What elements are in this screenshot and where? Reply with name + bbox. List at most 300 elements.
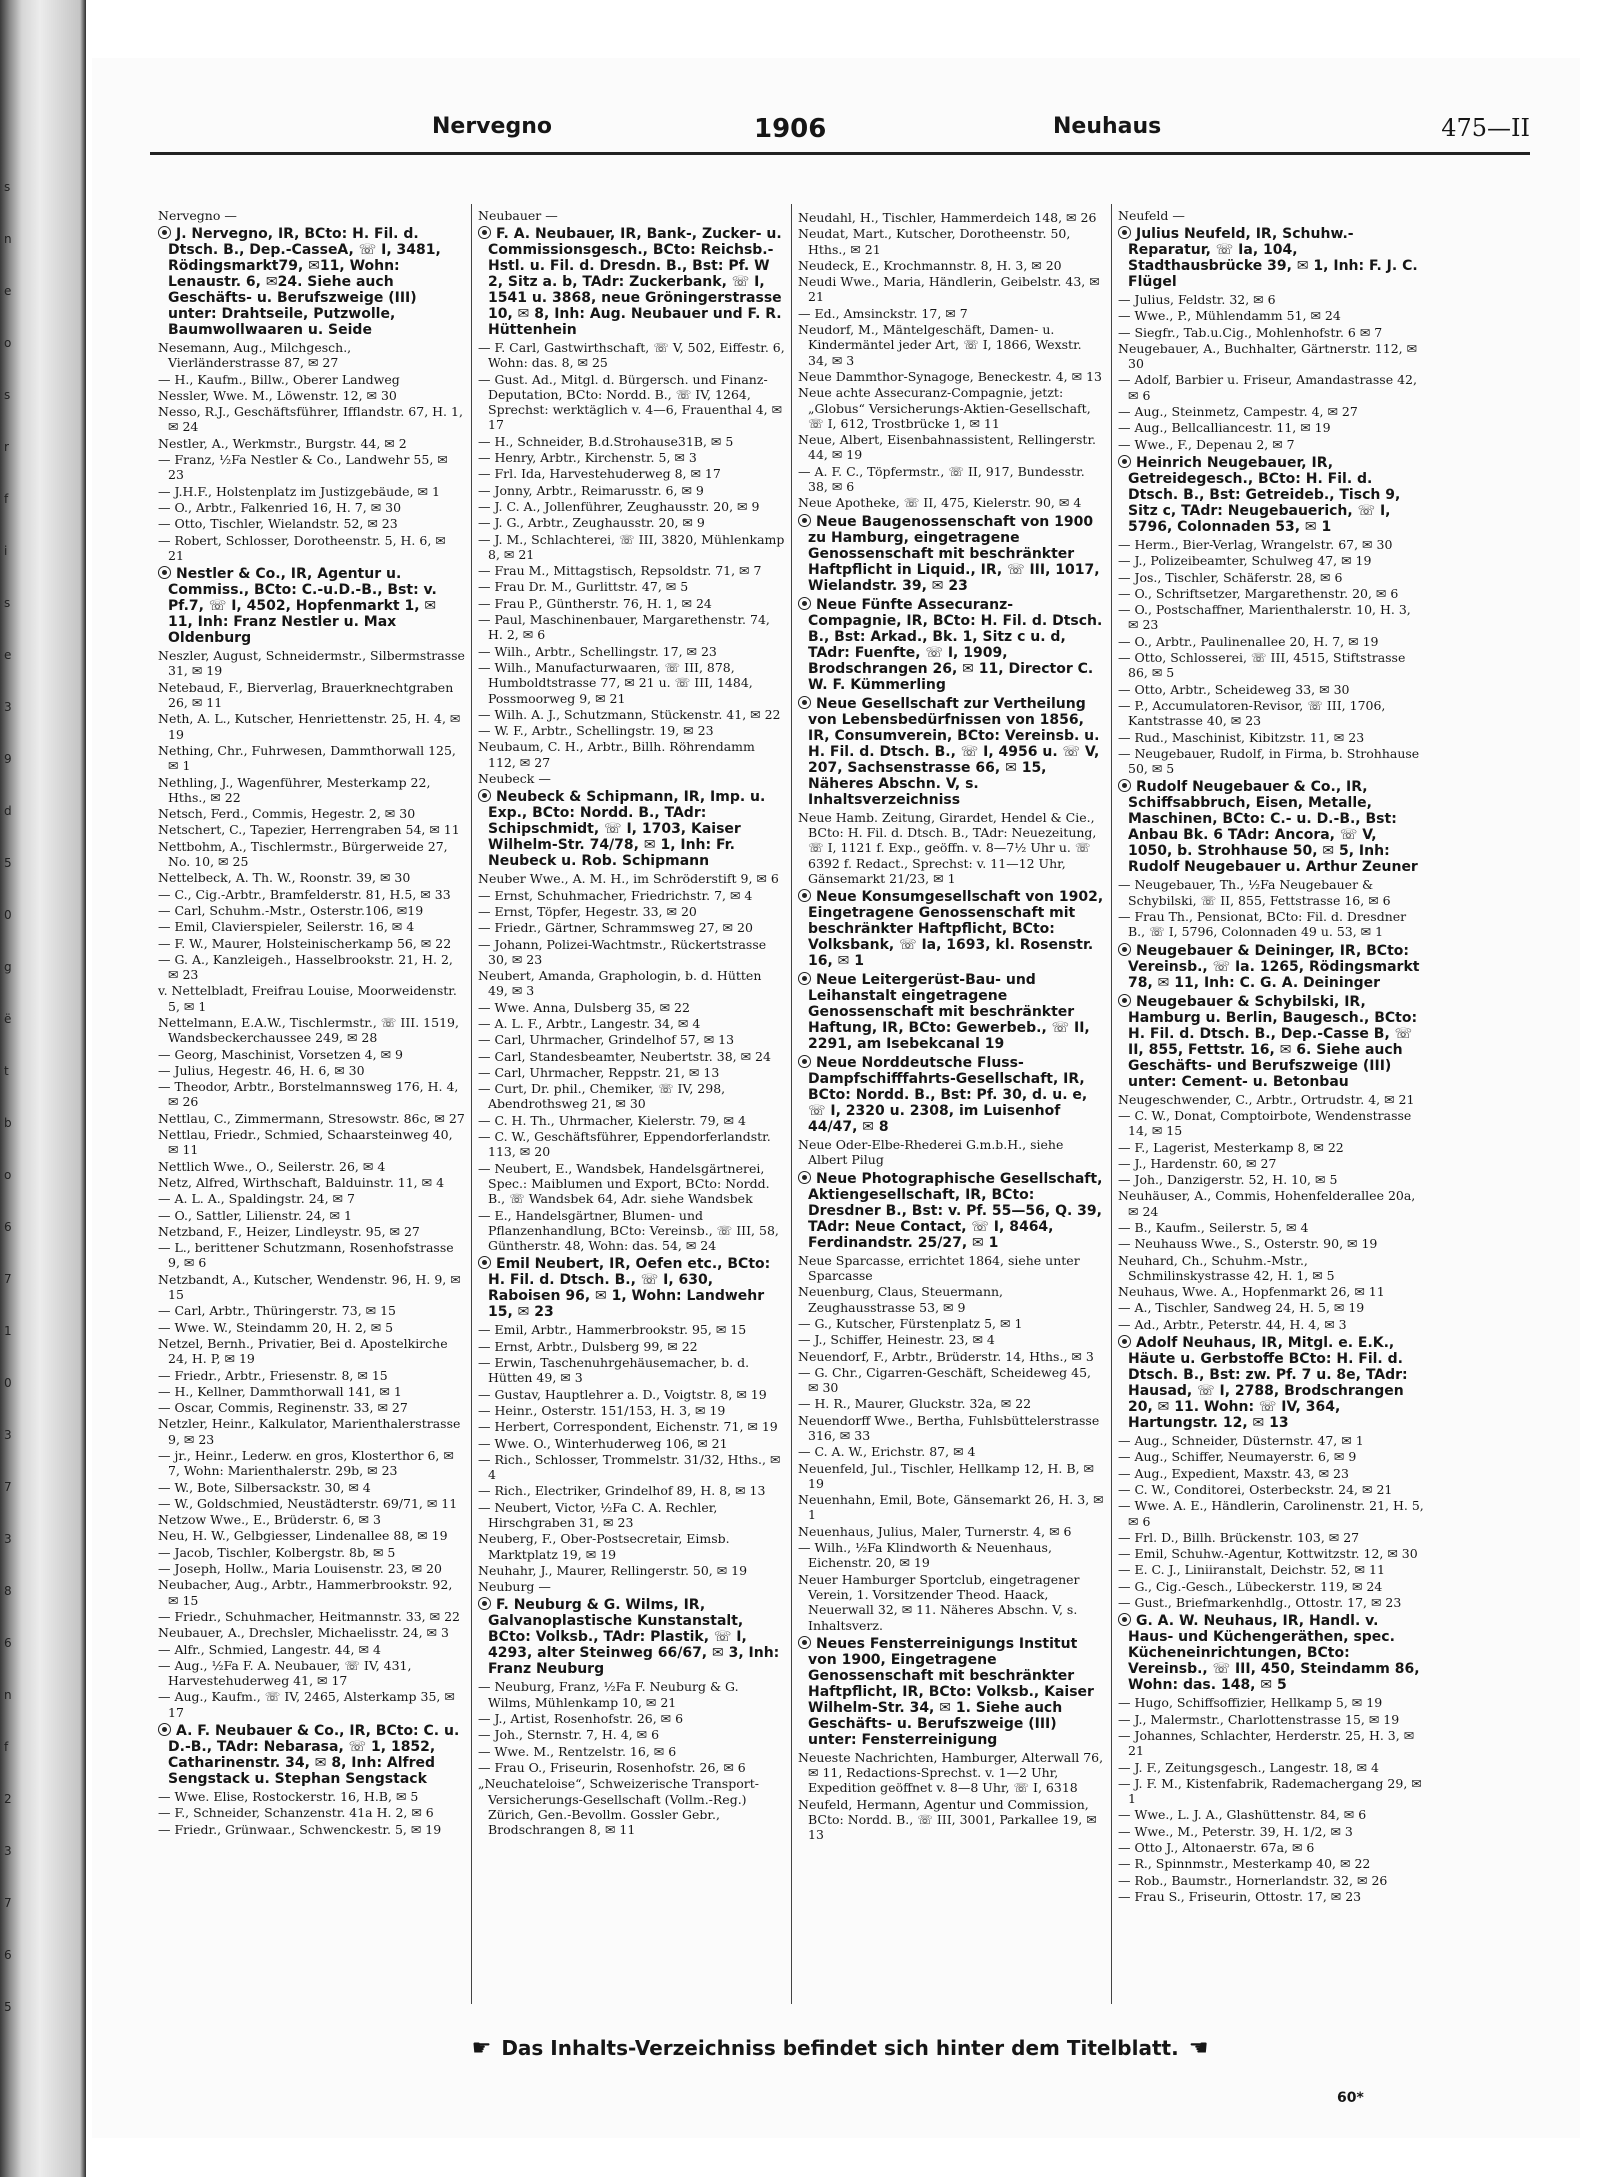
entry-text: Neuenburg, Claus, Steuermann, Zeughausstrasse 53, ✉ 9 [798, 1284, 1004, 1315]
directory-entry [798, 1797, 1105, 1843]
directory-entry [798, 210, 1105, 225]
entry-text: — R., Spinnmstr., Mesterkamp 40, ✉ 22 [1118, 1856, 1371, 1872]
entry-text: Neu, H. W., Gelbgiesser, Lindenallee 88, ✉ 19 [158, 1528, 448, 1544]
entry-text: J. Nervegno, IR, BCto: H. Fil. d. Dtsch. B., Dep.-CasseA, ☏ I, 3481, Rödingsmarkt79, ✉11, Wohn: Lenaustr. 6, ✉24. Siehe auch Geschäfts- u. Berufszweige (III) unter: Drahtseile, Putzwolle, Baumwollwaaren u. Seide [168, 226, 441, 338]
facing-page-fragment: n [4, 1688, 12, 1702]
entry-text: Neue achte Assecuranz-Compagnie, jetzt: „Globus“ Versicherungs-Aktien-Gesellschaft, ☏ I, 612, Trostbrücke 1, ✉ 11 [798, 385, 1091, 431]
entry-text: — C. H. Th., Uhrmacher, Kielerstr. 79, ✉ 4 [478, 1112, 746, 1128]
entry-text: — Johann, Polizei-Wachtmstr., Rückertstrasse 30, ✉ 23 [478, 936, 767, 967]
entry-text: Neugebauer, A., Buchhalter, Gärtnerstr. 112, ✉ 30 [1118, 340, 1418, 372]
entry-text: — J. C. A., Jollenführer, Zeughausstr. 20, ✉ 9 [478, 498, 760, 514]
entry-text: Nettlau, C., Zimmermann, Stresowstr. 86c, ✉ 27 [158, 1110, 465, 1126]
entry-text: — jr., Heinr., Lederw. en gros, Klosterthor 6, ✉ 7, Wohn: Marienthalerstr. 29b, ✉ 23 [158, 1448, 454, 1479]
column-4 [1112, 204, 1431, 2004]
facing-page-fragment: f [4, 1740, 9, 1754]
entry-text: — Wwe., P., Mühlendamm 51, ✉ 24 [1118, 308, 1341, 324]
directory-entry [1118, 553, 1425, 568]
directory-entry [798, 1524, 1105, 1539]
directory-entry [478, 1744, 785, 1759]
directory-entry [478, 1760, 785, 1775]
entry-text: Neudorf, M., Mäntelgeschäft, Damen- u. Kindermäntel jeder Art, ☏ I, 1866, Wexstr. 34, ✉ 3 [798, 322, 1082, 368]
directory-entry [1118, 682, 1425, 697]
facing-page-fragment: 3 [4, 1844, 12, 1858]
directory-entry [798, 322, 1105, 368]
directory-entry [798, 1137, 1105, 1168]
directory-entry [478, 723, 785, 738]
facing-page-fragment: 0 [4, 1376, 12, 1390]
entry-text: — Wwe. O., Winterhuderweg 106, ✉ 21 [478, 1435, 728, 1451]
firm-entry [798, 889, 1105, 969]
entry-text: — Neugebauer, Th., ½Fa Neugebauer & Schybilski, ☏ II, 855, Fettstrasse 16, ✉ 6 [1118, 877, 1391, 908]
directory-entry [1118, 570, 1425, 585]
entry-text: — Neuhauss Wwe., S., Osterstr. 90, ✉ 19 [1118, 1236, 1378, 1252]
firm-entry [798, 696, 1105, 808]
directory-entry [798, 1750, 1105, 1796]
entry-text: — Gust. Ad., Mitgl. d. Bürgersch. und Finanz-Deputation, BCto: Nordd. B., ☏ IV, 1264, Sprechst: werktäglich v. 4—6, Frauenthal 4, ✉ 17 [478, 371, 783, 433]
directory-entry [158, 1689, 465, 1720]
directory-entry [798, 1253, 1105, 1284]
entry-text: Neubeck — [478, 771, 551, 787]
facing-page-fragment: 2 [4, 1792, 12, 1806]
entry-text: — Wwe. Anna, Dulsberg 35, ✉ 22 [478, 999, 690, 1015]
facing-page-fragment: 6 [4, 1948, 12, 1962]
directory-columns [152, 204, 1430, 2004]
facing-page-fragment: f [4, 492, 9, 506]
facing-page-fragment: t [4, 1064, 9, 1078]
registered-firm-icon [158, 566, 171, 579]
firm-entry [1118, 1335, 1425, 1431]
directory-entry [478, 515, 785, 530]
firm-entry [1118, 994, 1425, 1090]
directory-entry [158, 1789, 465, 1804]
directory-entry [1118, 1712, 1425, 1727]
directory-entry [1118, 1188, 1425, 1219]
directory-entry [798, 226, 1105, 257]
facing-page-fragment: g [4, 960, 12, 974]
entry-text: — Neubert, Victor, ½Fa C. A. Rechler, Hirschgraben 31, ✉ 23 [478, 1499, 718, 1530]
entry-text: — Georg, Maschinist, Vorsetzen 4, ✉ 9 [158, 1046, 403, 1062]
directory-entry [478, 499, 785, 514]
directory-entry [798, 1540, 1105, 1571]
directory-entry [158, 1175, 465, 1190]
directory-entry [1118, 877, 1425, 908]
entry-text: — O., Sattler, Lilienstr. 24, ✉ 1 [158, 1207, 352, 1223]
directory-entry [158, 452, 465, 483]
entry-text: — Gust., Briefmarkenhdlg., Ottostr. 17, ✉ 23 [1118, 1595, 1402, 1611]
entry-text: — A. L. F., Arbtr., Langestr. 34, ✉ 4 [478, 1015, 701, 1031]
directory-entry [798, 385, 1105, 431]
directory-entry [1118, 1317, 1425, 1332]
entry-text: — Herbert, Correspondent, Eichenstr. 71, ✉ 19 [478, 1419, 778, 1435]
directory-entry [158, 436, 465, 451]
directory-entry [478, 1452, 785, 1483]
header-last-word: Neuhaus [1053, 114, 1162, 139]
entry-text: — G. Chr., Cigarren-Geschäft, Scheideweg 45, ✉ 30 [798, 1364, 1091, 1396]
entry-text: — J., Schiffer, Heinestr. 23, ✉ 4 [798, 1332, 995, 1348]
entry-text: Netschert, C., Tapezier, Herrengraben 54, ✉ 11 [158, 822, 460, 838]
facing-page-fragment: 5 [4, 2000, 12, 2014]
entry-text: — F. W., Maurer, Holsteinischerkamp 56, ✉ 22 [158, 935, 452, 951]
entry-text: — G., Kutscher, Fürstenplatz 5, ✉ 1 [798, 1315, 1023, 1331]
entry-text: — Wwe., L. J. A., Glashüttenstr. 84, ✉ 6 [1118, 1807, 1367, 1823]
facing-page-fragment: e [4, 284, 12, 298]
entry-text: — Frau O., Friseurin, Rosenhofstr. 26, ✉ 6 [478, 1759, 746, 1775]
firm-entry [798, 1055, 1105, 1135]
entry-text: Neudahl, H., Tischler, Hammerdeich 148, ✉ 26 [798, 210, 1097, 225]
entry-text: — Gustav, Hauptlehrer a. D., Voigtstr. 8, ✉ 19 [478, 1386, 767, 1402]
entry-text: — Hugo, Schiffsoffizier, Hellkamp 5, ✉ 19 [1118, 1695, 1383, 1711]
entry-text: — Friedr., Arbtr., Friesenstr. 8, ✉ 15 [158, 1367, 388, 1383]
directory-entry [1118, 1530, 1425, 1545]
facing-page-edge [0, 0, 86, 2177]
directory-entry [1118, 650, 1425, 681]
entry-text: Neuer Hamburger Sportclub, eingetragener Verein, 1. Vorsitzender Theod. Haack, Neuerwall 32, ✉ 11. Näheres Abschn. V, s. Inhaltsverz. [798, 1571, 1080, 1633]
facing-page-fragment: 3 [4, 1428, 12, 1442]
entry-text: — J., Malermstr., Charlottenstrasse 15, ✉ 19 [1118, 1711, 1400, 1727]
directory-entry [478, 1000, 785, 1015]
directory-entry [478, 1032, 785, 1047]
directory-entry [1118, 372, 1425, 403]
entry-text: Nesso, R.J., Geschäftsführer, Ifflandstr. 67, H. 1, ✉ 24 [158, 404, 463, 435]
entry-text: — Franz, ½Fa Nestler & Co., Landwehr 55, ✉ 23 [158, 452, 448, 483]
directory-entry [158, 1577, 465, 1608]
directory-entry [158, 1320, 465, 1335]
directory-entry [1118, 1466, 1425, 1481]
directory-entry [1118, 1760, 1425, 1775]
directory-entry [478, 739, 785, 770]
entry-text: Neth, A. L., Kutscher, Henriettenstr. 25, H. 4, ✉ 19 [158, 711, 461, 742]
directory-entry [158, 822, 465, 837]
directory-entry [158, 1336, 465, 1367]
directory-entry [158, 1805, 465, 1820]
directory-entry [478, 612, 785, 643]
entry-text: — Frau Th., Pensionat, BCto: Fil. d. Dresdner B., ☏ I, 5796, Colonnaden 49 u. 53, ✉ 1 [1118, 909, 1407, 940]
entry-text: Neuhard, Ch., Schuhm.-Mstr., Schmilinskystrasse 42, H. 1, ✉ 5 [1118, 1252, 1335, 1283]
directory-entry [478, 1436, 785, 1451]
directory-entry [478, 450, 785, 465]
entry-text: — C. A. W., Erichstr. 87, ✉ 4 [798, 1444, 976, 1460]
directory-entry [478, 1419, 785, 1434]
entry-text: — Carl, Arbtr., Thüringerstr. 73, ✉ 15 [158, 1303, 396, 1319]
registered-firm-icon [1118, 455, 1131, 468]
footer-notice [440, 2036, 1240, 2061]
directory-entry [1118, 404, 1425, 419]
directory-entry [158, 1625, 465, 1640]
entry-text: — Robert, Schlosser, Dorotheenstr. 5, H. 6, ✉ 21 [158, 532, 446, 563]
directory-entry [478, 1355, 785, 1386]
entry-text: — A. F. C., Töpfermstr., ☏ II, 917, Bundesstr. 38, ✉ 6 [798, 463, 1085, 495]
entry-text: Neue Baugenossenschaft von 1900 zu Hamburg, eingetragene Genossenschaft mit beschränkter Haftpflicht in Liquid., IR, ☏ III, 1017, Wielandstr. 39, ✉ 23 [808, 513, 1100, 594]
directory-entry [158, 1303, 465, 1318]
directory-entry [1118, 602, 1425, 633]
entry-text: — Theodor, Arbtr., Borstelmannsweg 176, H. 4, ✉ 26 [158, 1079, 459, 1110]
entry-text: — Alfr., Schmied, Langestr. 44, ✉ 4 [158, 1641, 381, 1657]
entry-text: Rudolf Neugebauer & Co., IR, Schiffsabbruch, Eisen, Metalle, Maschinen, BCto: C.- u. D.-B., Bst: Anbau Bk. 6 TAdr: Ancora, ☏ V, 1050, b. Strohhause 50, ✉ 5, Inh: Rudolf Neugebauer u. Arthur Zeuner [1128, 779, 1418, 876]
directory-entry [798, 306, 1105, 321]
directory-entry [158, 806, 465, 821]
facing-page-fragment: e [4, 648, 12, 662]
entry-text: Neue, Albert, Eisenbahnassistent, Rellingerstr. 44, ✉ 19 [798, 432, 1097, 463]
entry-text: — Ed., Amsinckstr. 17, ✉ 7 [798, 305, 968, 321]
entry-text: — Frau Dr. M., Gurlittstr. 47, ✉ 5 [478, 579, 689, 595]
registered-firm-icon [1118, 779, 1131, 792]
entry-text: — Neubert, E., Wandsbek, Handelsgärtnerei, Spec.: Maiblumen und Export, BCto: Nordd. B., ☏ Wandsbek 64, Adr. siehe Wandsbek [478, 1160, 770, 1207]
directory-entry [1118, 1579, 1425, 1594]
directory-entry [1118, 909, 1425, 940]
directory-entry [478, 483, 785, 498]
directory-entry [1118, 1807, 1425, 1822]
registered-firm-icon [158, 226, 171, 239]
firm-entry [1118, 226, 1425, 290]
entry-text: — A., Tischler, Sandweg 24, H. 5, ✉ 19 [1118, 1300, 1365, 1316]
entry-text: F. A. Neubauer, IR, Bank-, Zucker- u. Commissionsgesch., BCto: Reichsb.-Hstl. u. Fil. d. Dresdn. B., Bst: Pf. W 2, Sitz a. b, TAdr: Zuckerbank, ☏ I, 1541 u. 3868, neue Gröningerstrasse 10, ✉ 8, Inh: Aug. Neubauer und F. R. Hüttenhein [488, 226, 782, 338]
directory-entry [158, 983, 465, 1014]
entry-text: — B., Kaufm., Seilerstr. 5, ✉ 4 [1118, 1219, 1309, 1235]
facing-page-fragment: d [4, 804, 12, 818]
entry-text: Neubert, Amanda, Graphologin, b. d. Hütten 49, ✉ 3 [478, 968, 762, 999]
entry-text: Neue Konsumgesellschaft von 1902, Eingetragene Genossenschaft mit beschränkter Haftpflicht, BCto: Volksbank, ☏ Ia, 1693, kl. Rosenstr. 16, ✉ 1 [808, 889, 1104, 970]
entry-text: — C. W., Conditorei, Osterbeckstr. 24, ✉ 21 [1118, 1481, 1393, 1497]
directory-entry [1118, 1776, 1425, 1807]
directory-entry [798, 1413, 1105, 1444]
entry-text: Neue Photographische Gesellschaft, Aktiengesellschaft, IR, BCto: Dresdner B., Bst: v. Pf. 55—56, Q. 39, TAdr: Neue Contact, ☏ I, 8464, Ferdinandstr. 25/27, ✉ 1 [808, 1170, 1103, 1251]
registered-firm-icon [798, 597, 811, 610]
entry-text: — Otto, Arbtr., Scheideweg 33, ✉ 30 [1118, 681, 1350, 697]
firm-entry [478, 1256, 785, 1320]
entry-text: — E. C. J., Liniiranstalt, Deichstr. 52, ✉ 11 [1118, 1562, 1385, 1578]
facing-page-fragment: 3 [4, 700, 12, 714]
directory-entry [478, 644, 785, 659]
registered-firm-icon [798, 1636, 811, 1649]
firm-entry [798, 514, 1105, 594]
registered-firm-icon [1118, 1335, 1131, 1348]
facing-page-fragment: o [4, 1168, 12, 1182]
facing-page-fragment: 9 [4, 752, 12, 766]
entry-text: Neuhaus, Wwe. A., Hopfenmarkt 26, ✉ 11 [1118, 1284, 1385, 1300]
entry-text: — Adolf, Barbier u. Friseur, Amandastrasse 42, ✉ 6 [1118, 372, 1417, 403]
directory-entry [1118, 1889, 1425, 1904]
directory-entry [158, 952, 465, 983]
entry-text: — Rud., Maschinist, Kibitzstr. 11, ✉ 23 [1118, 729, 1365, 745]
entry-text: Neue Fünfte Assecuranz-Compagnie, IR, BCto: H. Fil. d. Dtsch. B., Bst: Arkad., Bk. 1, Sitz c u. d, TAdr: Fuenfte, ☏ I, 1909, Brodschrangen 26, ✉ 11, Director C. W. F. Kümmerling [808, 596, 1103, 693]
directory-entry [158, 484, 465, 499]
directory-entry [1118, 1253, 1425, 1284]
entry-text: — Wilh., Arbtr., Schellingstr. 17, ✉ 23 [478, 643, 717, 659]
entry-text: — Frau S., Friseurin, Ottostr. 17, ✉ 23 [1118, 1888, 1362, 1904]
directory-entry [1118, 1482, 1425, 1497]
directory-entry [1118, 634, 1425, 649]
entry-text: Neuberg, F., Ober-Postsecretair, Eimsb. Marktplatz 19, ✉ 19 [478, 1531, 730, 1562]
directory-entry [478, 532, 785, 563]
entry-text: — Curt, Dr. phil., Chemiker, ☏ IV, 298, Abendrothsweg 21, ✉ 30 [478, 1081, 726, 1112]
directory-entry [1118, 1498, 1425, 1529]
entry-text: — J., Artist, Rosenhofstr. 26, ✉ 6 [478, 1711, 684, 1727]
entry-text: Neudeck, E., Krochmannstr. 8, H. 3, ✉ 20 [798, 257, 1062, 273]
directory-entry [1118, 1108, 1425, 1139]
entry-text: Netzler, Heinr., Kalkulator, Marienthalerstrasse 9, ✉ 23 [158, 1416, 461, 1447]
registered-firm-icon [1118, 1613, 1131, 1626]
directory-entry [798, 1461, 1105, 1492]
directory-entry [1118, 420, 1425, 435]
directory-entry [478, 1129, 785, 1160]
entry-text: Neuhahr, J., Maurer, Rellingerstr. 50, ✉ 19 [478, 1562, 748, 1578]
registered-firm-icon [798, 1055, 811, 1068]
directory-entry [478, 771, 785, 786]
directory-entry [1118, 292, 1425, 307]
entry-text: — Otto, Tischler, Wielandstr. 52, ✉ 23 [158, 516, 398, 532]
entry-text: Neubaum, C. H., Arbtr., Billh. Röhrendamm 112, ✉ 27 [478, 739, 755, 770]
entry-text: — G. A., Kanzleigeh., Hasselbrookstr. 21, H. 2, ✉ 23 [158, 951, 453, 983]
entry-text: — Aug., ½Fa F. A. Neubauer, ☏ IV, 431, Harvestehuderweg 41, ✉ 17 [158, 1657, 412, 1689]
entry-text: — O., Arbtr., Falkenried 16, H. 7, ✉ 30 [158, 499, 402, 515]
directory-entry [158, 1528, 465, 1543]
entry-text: — Neuburg, Franz, ½Fa F. Neuburg & G. Wilms, Mühlenkamp 10, ✉ 21 [478, 1679, 739, 1710]
directory-entry [158, 404, 465, 435]
entry-text: — Erwin, Taschenuhrgehäusemacher, b. d. Hütten 49, ✉ 3 [478, 1355, 750, 1386]
directory-entry [1118, 341, 1425, 372]
entry-text: — Rich., Electriker, Grindelhof 89, H. 8, ✉ 13 [478, 1483, 766, 1499]
entry-text: — J. F., Zeitungsgesch., Langestr. 18, ✉ 4 [1118, 1759, 1379, 1775]
entry-text: — Ad., Arbtr., Peterstr. 44, H. 4, ✉ 3 [1118, 1316, 1347, 1332]
entry-text: — Friedr., Gärtner, Schrammsweg 27, ✉ 20 [478, 920, 753, 936]
entry-text: v. Nettelbladt, Freifrau Louise, Moorweidenstr. 5, ✉ 1 [158, 983, 457, 1014]
directory-entry [158, 887, 465, 902]
entry-text: Neubeck & Schipmann, IR, Imp. u. Exp., BCto: Nordd. B., TAdr: Schipschmidt, ☏ I, 1703, Kaiser Wilhelm-Str. 74/78, ✉ 1, Inh: Fr. Neubeck u. Rob. Schipmann [488, 789, 766, 870]
directory-entry [798, 464, 1105, 495]
firm-entry [798, 597, 1105, 693]
column-head: Neubauer — [478, 208, 558, 223]
entry-text: — Wwe., M., Peterstr. 39, H. 1/2, ✉ 3 [1118, 1823, 1353, 1839]
entry-text: Neuenhaus, Julius, Maler, Turnerstr. 4, ✉ 6 [798, 1523, 1072, 1539]
directory-entry [478, 563, 785, 578]
directory-entry [158, 1384, 465, 1399]
directory-entry [158, 340, 465, 371]
directory-entry [158, 1159, 465, 1174]
directory-entry [158, 1079, 465, 1110]
printer-signature: 60* [1337, 2090, 1364, 2106]
entry-text: — G., Cig.-Gesch., Lübeckerstr. 119, ✉ 24 [1118, 1578, 1383, 1594]
facing-page-fragment: 1 [4, 1324, 12, 1338]
facing-page-fragment: ë [4, 1012, 12, 1026]
entry-text: Nettelmann, E.A.W., Tischlermstr., ☏ III. 1519, Wandsbeckerchaussee 249, ✉ 28 [158, 1014, 459, 1046]
entry-text: — H., Schneider, B.d.Strohause31B, ✉ 5 [478, 433, 734, 449]
directory-entry [1118, 308, 1425, 323]
directory-entry [478, 1563, 785, 1578]
page-number: 475—II [1441, 114, 1530, 142]
entry-text: — J. M., Schlachterei, ☏ III, 3820, Mühlenkamp 8, ✉ 21 [478, 531, 785, 562]
entry-text: — Carl, Schuhm.-Mstr., Osterstr.106, ✉19 [158, 902, 424, 918]
directory-entry [478, 579, 785, 594]
directory-entry [478, 920, 785, 935]
entry-text: — Carl, Standesbeamter, Neubertstr. 38, ✉ 24 [478, 1048, 771, 1064]
entry-text: — C. W., Donat, Comptoirbote, Wendenstrasse 14, ✉ 15 [1118, 1107, 1412, 1139]
entry-text: Neugeschwender, C., Arbtr., Ortrudstr. 4, ✉ 21 [1118, 1091, 1415, 1107]
entry-text: — Rob., Baumstr., Hornerlandstr. 32, ✉ 26 [1118, 1872, 1388, 1888]
entry-text: Nestler & Co., IR, Agentur u. Commiss., BCto: C.-u.D.-B., Bst: v. Pf.7, ☏ I, 4502, Hopfenmarkt 1, ✉ 11, Inh: Franz Nestler u. Max Oldenburg [168, 566, 437, 647]
directory-entry [798, 1396, 1105, 1411]
registered-firm-icon [798, 1171, 811, 1184]
directory-entry [158, 936, 465, 951]
directory-entry [1118, 1172, 1425, 1187]
entry-text: — Wwe., F., Depenau 2, ✉ 7 [1118, 436, 1295, 452]
firm-entry [158, 226, 465, 338]
directory-entry [1118, 1856, 1425, 1871]
entry-text: — L., berittener Schutzmann, Rosenhofstrasse 9, ✉ 6 [158, 1240, 454, 1271]
directory-entry [158, 903, 465, 918]
registered-firm-icon [478, 789, 491, 802]
entry-text: Neuburg — [478, 1579, 551, 1595]
directory-entry [478, 1579, 785, 1594]
directory-entry [1118, 325, 1425, 340]
directory-entry [798, 495, 1105, 510]
facing-page-fragment: 5 [4, 856, 12, 870]
entry-text: Nettlich Wwe., O., Seilerstr. 26, ✉ 4 [158, 1158, 386, 1174]
facing-page-fragment: 3 [4, 1532, 12, 1546]
facing-page-fragment: 7 [4, 1272, 12, 1286]
entry-text: Neueste Nachrichten, Hamburger, Alterwall 76, ✉ 11, Redactions-Sprechst. v. 1—2 Uhr, Expedition geöffnet v. 8—8 Uhr, ☏ I, 6318 [798, 1749, 1104, 1796]
column-1 [152, 204, 471, 2004]
entry-text: — J., Hardenstr. 60, ✉ 27 [1118, 1155, 1277, 1171]
directory-entry [478, 1679, 785, 1710]
running-header [150, 108, 1530, 155]
entry-text: Neudat, Mart., Kutscher, Dorotheenstr. 50, Hths., ✉ 21 [798, 226, 1071, 257]
entry-text: — Frau P., Güntherstr. 76, H. 1, ✉ 24 [478, 595, 712, 611]
directory-entry [798, 810, 1105, 886]
entry-text: — Wwe. A. E., Händlerin, Carolinenstr. 21, H. 5, ✉ 6 [1118, 1498, 1424, 1529]
entry-text: — H., Kaufm., Billw., Oberer Landweg [158, 371, 400, 387]
directory-entry [158, 516, 465, 531]
entry-text: — Neugebauer, Rudolf, in Firma, b. Strohhause 50, ✉ 5 [1118, 745, 1420, 777]
directory-entry [1118, 1728, 1425, 1759]
entry-text: — E., Handelsgärtner, Blumen- und Pflanzenhandlung, BCto: Vereinsb., ☏ III, 58, Güntherstr. 48, Wohn: das. 54, ✉ 24 [478, 1207, 779, 1254]
entry-text: Nething, Chr., Fuhrwesen, Dammthorwall 125, ✉ 1 [158, 742, 456, 774]
entry-text: Neszler, August, Schneidermstr., Silbermstrasse 31, ✉ 19 [158, 648, 465, 679]
directory-entry [158, 1047, 465, 1062]
entry-text: Nettelbeck, A. Th. W., Roonstr. 39, ✉ 30 [158, 870, 411, 886]
pointing-hand-icon: ☚ [1188, 2036, 1209, 2061]
column-head: Neufeld — [1118, 208, 1185, 223]
entry-text: — W., Goldschmied, Neustädterstr. 69/71, ✉ 11 [158, 1495, 458, 1511]
facing-page-fragment: s [4, 180, 11, 194]
entry-text: — W. F., Arbtr., Schellingstr. 19, ✉ 23 [478, 723, 714, 739]
directory-entry [478, 596, 785, 611]
entry-text: — Ernst, Töpfer, Hegestr. 33, ✉ 20 [478, 903, 697, 919]
directory-entry [158, 1561, 465, 1576]
directory-entry [798, 258, 1105, 273]
entry-text: — Johannes, Schlachter, Herderstr. 25, H. 3, ✉ 21 [1118, 1727, 1415, 1759]
entry-text: — P., Accumulatoren-Revisor, ☏ III, 1706, Kantstrasse 40, ✉ 23 [1118, 697, 1386, 729]
entry-text: Nettlau, Friedr., Schmied, Schaarsteinweg 40, ✉ 11 [158, 1127, 453, 1158]
entry-text: — J., Polizeibeamter, Schulweg 47, ✉ 19 [1118, 553, 1372, 569]
directory-entry [478, 1531, 785, 1562]
directory-entry [478, 1161, 785, 1207]
facing-page-fragment: r [4, 440, 9, 454]
directory-entry [478, 1776, 785, 1837]
directory-entry [158, 1272, 465, 1303]
entry-text: — Henry, Arbtr., Kirchenstr. 5, ✉ 3 [478, 450, 697, 466]
directory-entry [158, 1822, 465, 1837]
directory-entry [158, 1127, 465, 1158]
entry-text: — Oscar, Commis, Reginenstr. 33, ✉ 27 [158, 1400, 408, 1416]
entry-text: — Friedr., Grünwaar., Schwenckestr. 5, ✉ 19 [158, 1821, 442, 1837]
directory-entry [1118, 1236, 1425, 1251]
entry-text: — Joh., Sternstr. 7, H. 4, ✉ 6 [478, 1727, 660, 1743]
directory-entry [1118, 1140, 1425, 1155]
firm-entry [1118, 1613, 1425, 1693]
directory-entry [478, 1711, 785, 1726]
directory-entry [158, 533, 465, 564]
directory-entry [1118, 1449, 1425, 1464]
